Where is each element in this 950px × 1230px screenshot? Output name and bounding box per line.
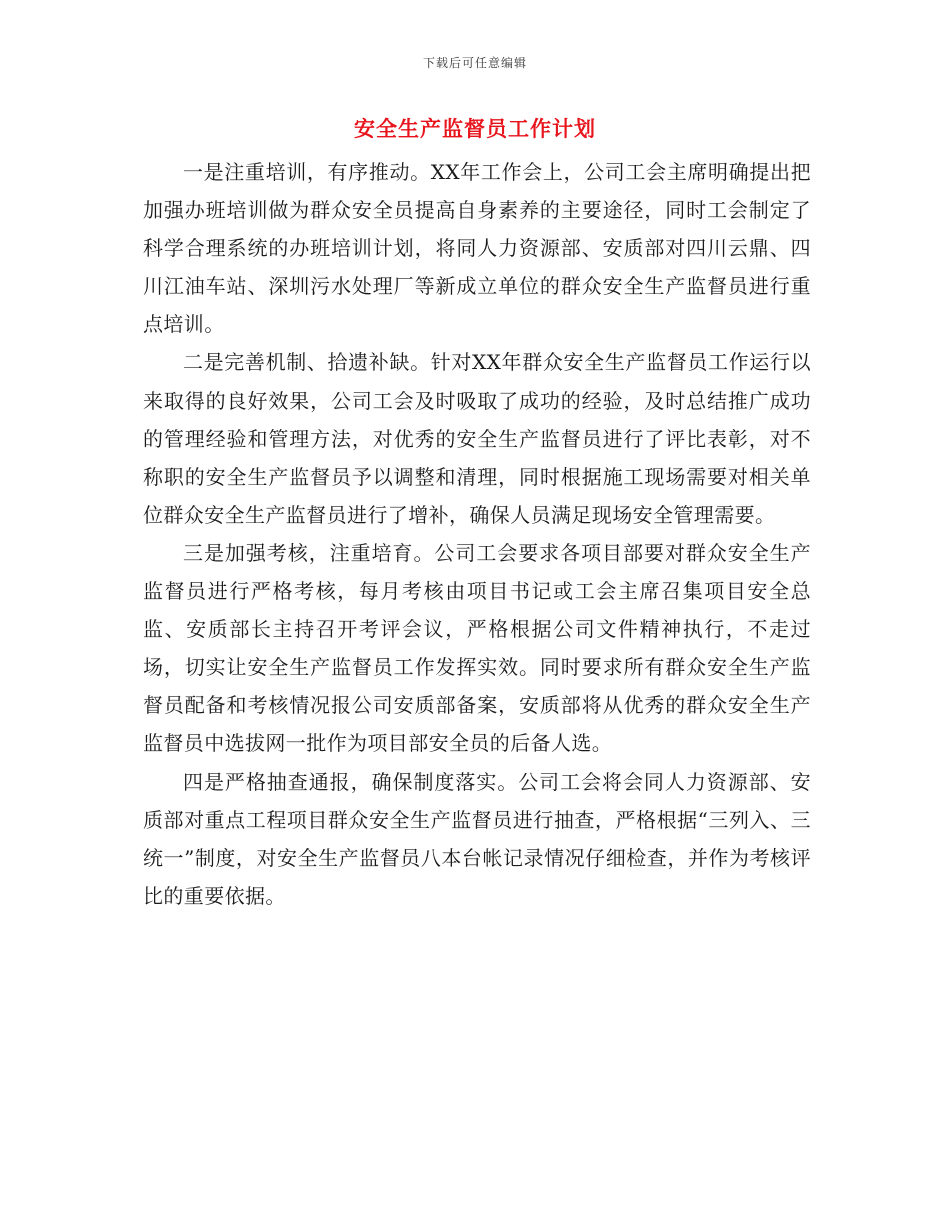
paragraph-2: 二是完善机制、拾遗补缺。针对XX年群众安全生产监督员工作运行以来取得的良好效果，公司工会及时吸取了成功的经验，及时总结推广成功的管理经验和管理方法，对优秀的安全生产监督员进行了评比表彰，对不称职的安全生产监督员予以调整和清理，同时根据施工现场需要对相关单位群众安全生产监督员进行了增补，确保人员满足现场安全管理需要。	[143, 350, 811, 527]
document-title: 安全生产监督员工作计划	[354, 117, 596, 141]
paragraph-4: 四是严格抽查通报，确保制度落实。公司工会将会同人力资源部、安质部对重点工程项目群众安全生产监督员进行抽查，严格根据“三列入、三统一”制度，对安全生产监督员八本台帐记录情况仔细检查，并作为考核评比的重要依据。	[143, 769, 811, 908]
paragraph-3: 三是加强考核，注重培育。公司工会要求各项目部要对群众安全生产监督员进行严格考核，每月考核由项目书记或工会主席召集项目安全总监、安质部长主持召开考评会议，严格根据公司文件精神执行，不走过场，切实让安全生产监督员工作发挥实效。同时要求所有群众安全生产监督员配备和考核情况报公司安质部备案，安质部将从优秀的群众安全生产监督员中选拔网一批作为项目部安全员的后备人选。	[143, 540, 811, 756]
paragraph-1: 一是注重培训，有序推动。XX年工作会上，公司工会主席明确提出把加强办班培训做为群众安全员提高自身素养的主要途径，同时工会制定了科学合理系统的办班培训计划，将同人力资源部、安质部对四川云鼎、四川江油车站、深圳污水处理厂等新成立单位的群众安全生产监督员进行重点培训。	[143, 160, 811, 337]
document-body	[143, 153, 811, 915]
page-header: 下载后可任意编辑	[422, 56, 527, 70]
